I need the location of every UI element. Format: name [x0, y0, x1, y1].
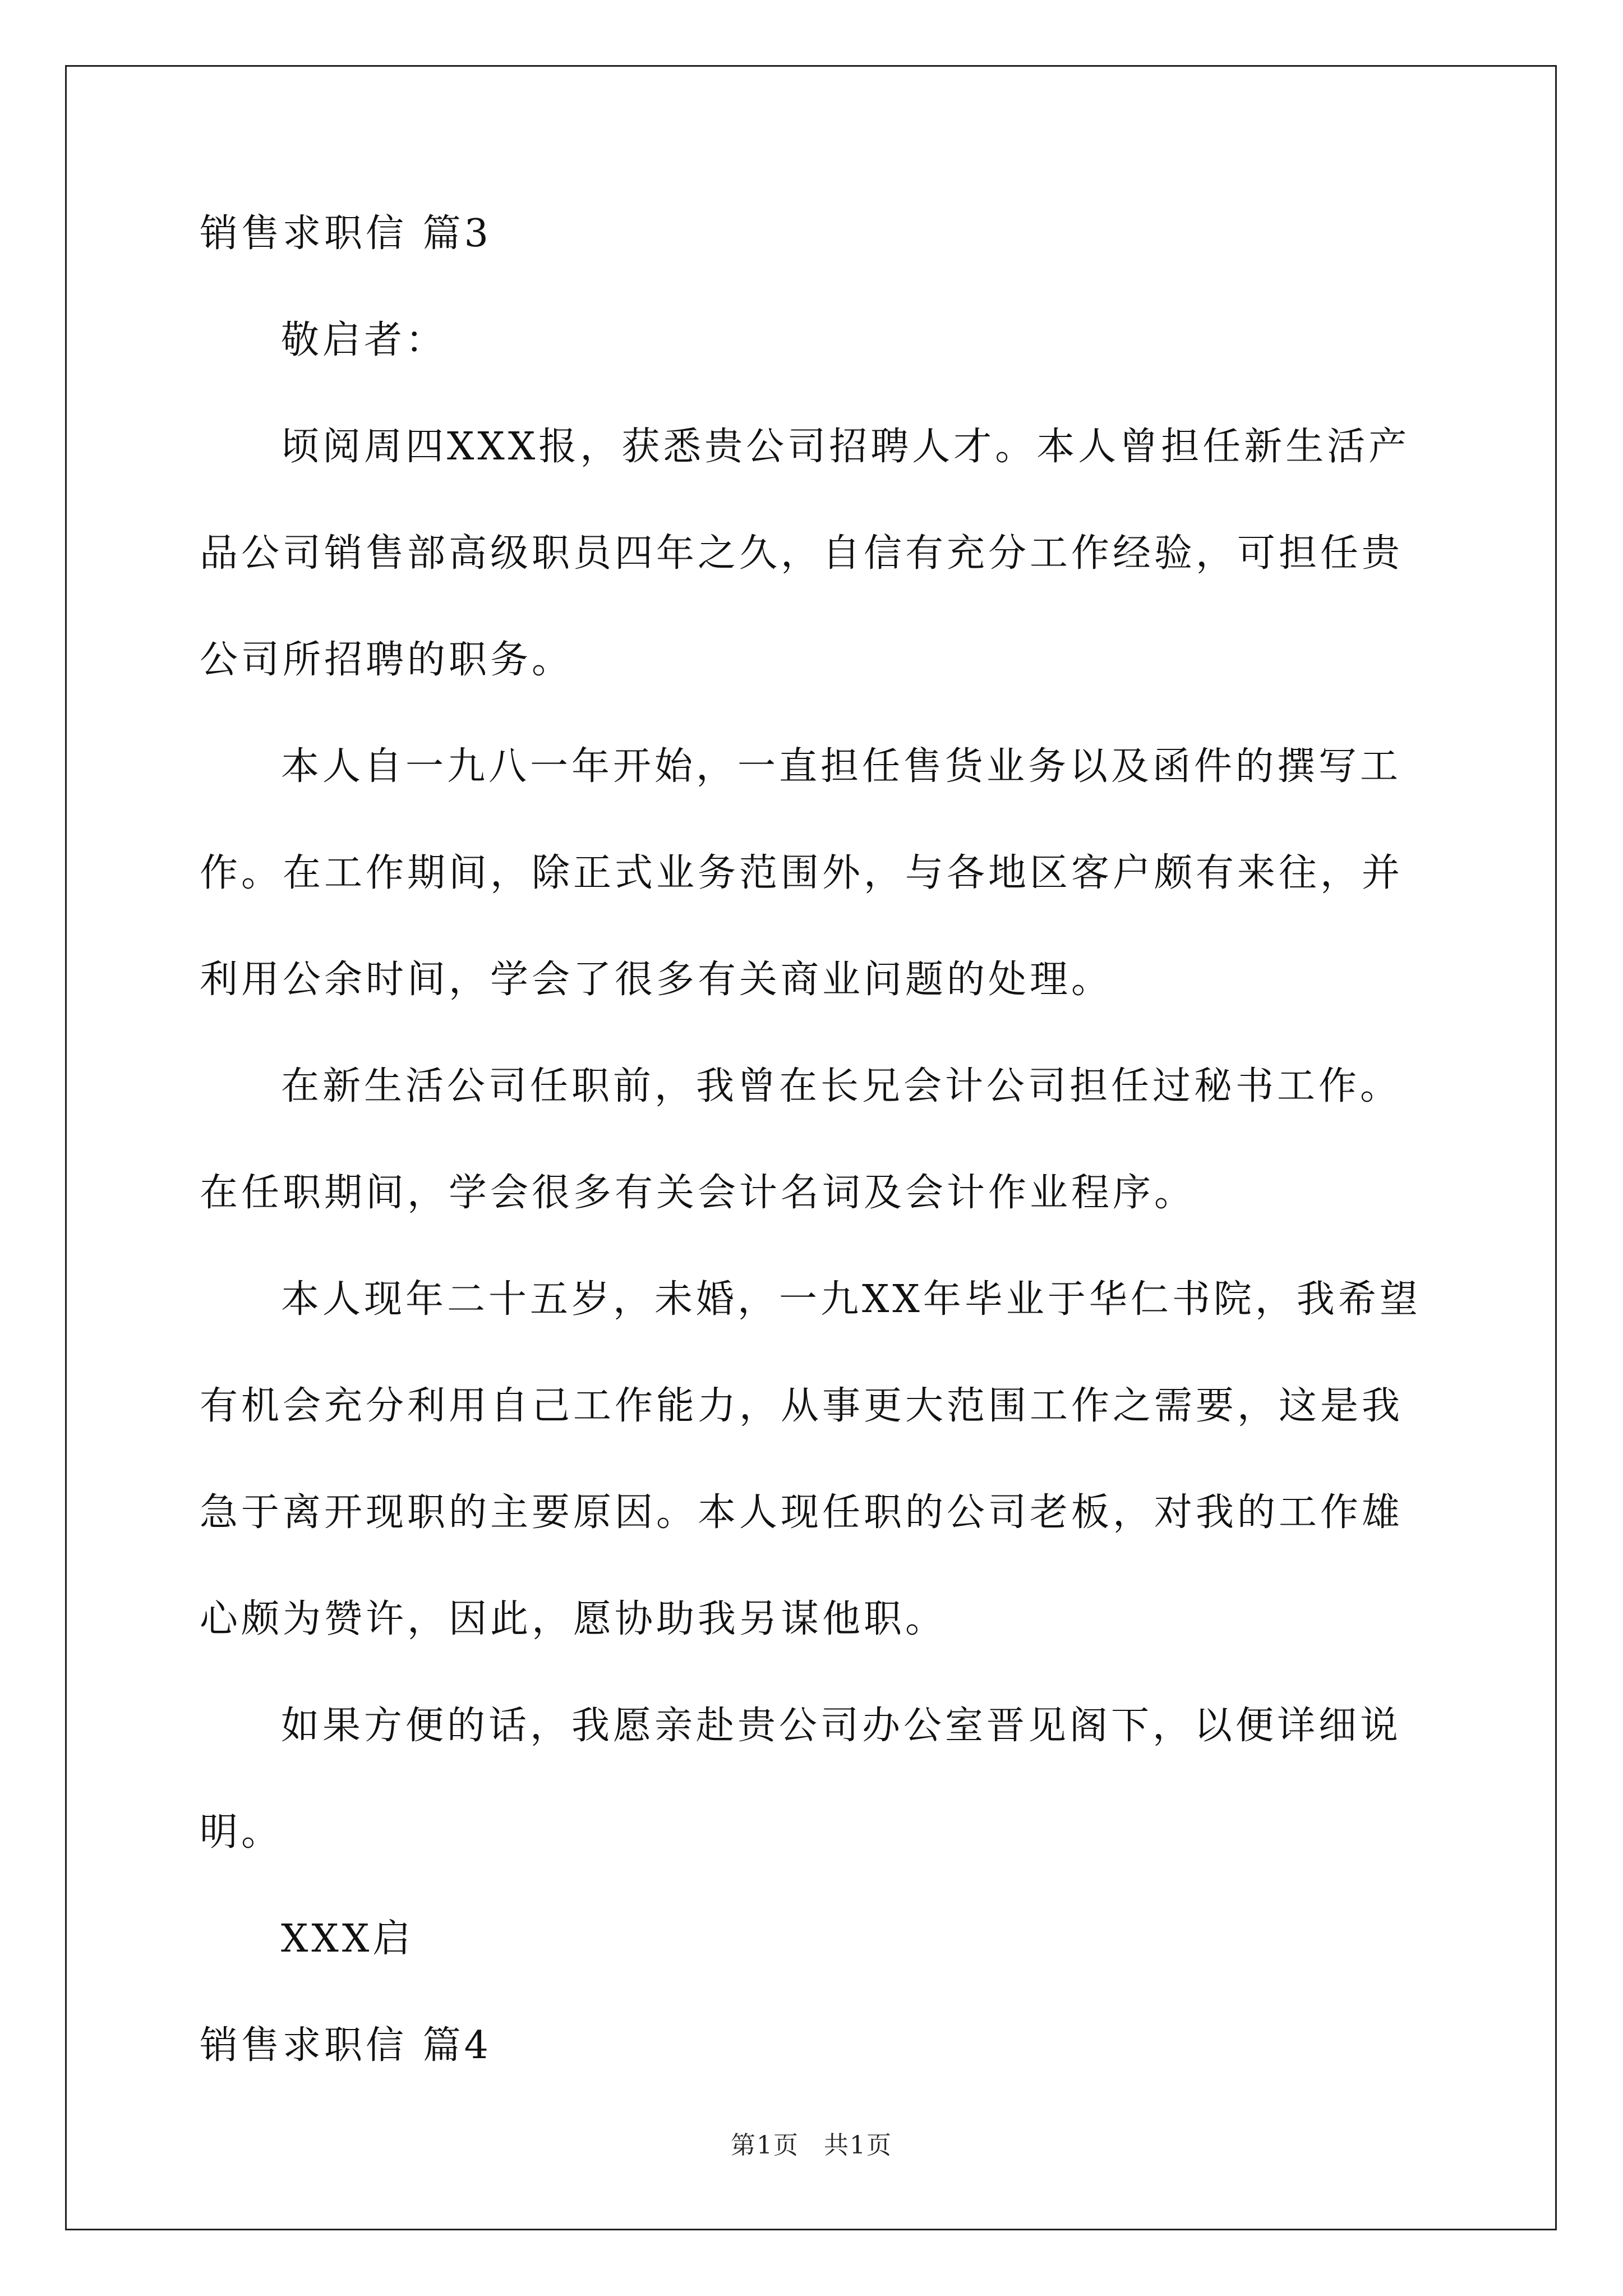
page-total: 共1页: [824, 2131, 892, 2160]
section-heading-4: 销售求职信 篇4: [200, 2023, 492, 2068]
salutation: 敬启者：: [281, 318, 448, 362]
paragraph-3: 在新生活公司任职前，我曾在长兄会计公司担任过秘书工作。在任职期间，学会很多有关会计名词及会计作业程序。: [200, 1064, 1402, 1215]
document-body: [200, 208, 1433, 2126]
paragraph-2: 本人自一九八一年开始，一直担任售货业务以及函件的撰写工作。在工作期间，除正式业务范围外，与各地区客户颇有来往，并利用公余时间，学会了很多有关商业问题的处理。: [200, 744, 1404, 1002]
paragraph-4: 本人现年二十五岁，未婚，一九XX年毕业于华仁书院，我希望有机会充分利用自己工作能力，从事更大范围工作之需要，这是我急于离开现职的主要原因。本人现任职的公司老板，对我的工作雄心颇为赞许，因此，愿协助我另谋他职。: [200, 1277, 1421, 1641]
signature: XXX启: [281, 1917, 414, 1961]
paragraph-1: 顷阅周四XXX报，获悉贵公司招聘人才。本人曾担任新生活产品公司销售部高级职员四年之久，自信有充分工作经验，可担任贵公司所招聘的职务。: [200, 425, 1410, 682]
section-heading-3: 销售求职信 篇3: [200, 211, 492, 256]
page-current: 第1页: [731, 2131, 799, 2160]
paragraph-5: 如果方便的话，我愿亲赴贵公司办公室晋见阁下，以便详细说明。: [200, 1704, 1402, 1855]
page-footer: [0, 2125, 1623, 2161]
